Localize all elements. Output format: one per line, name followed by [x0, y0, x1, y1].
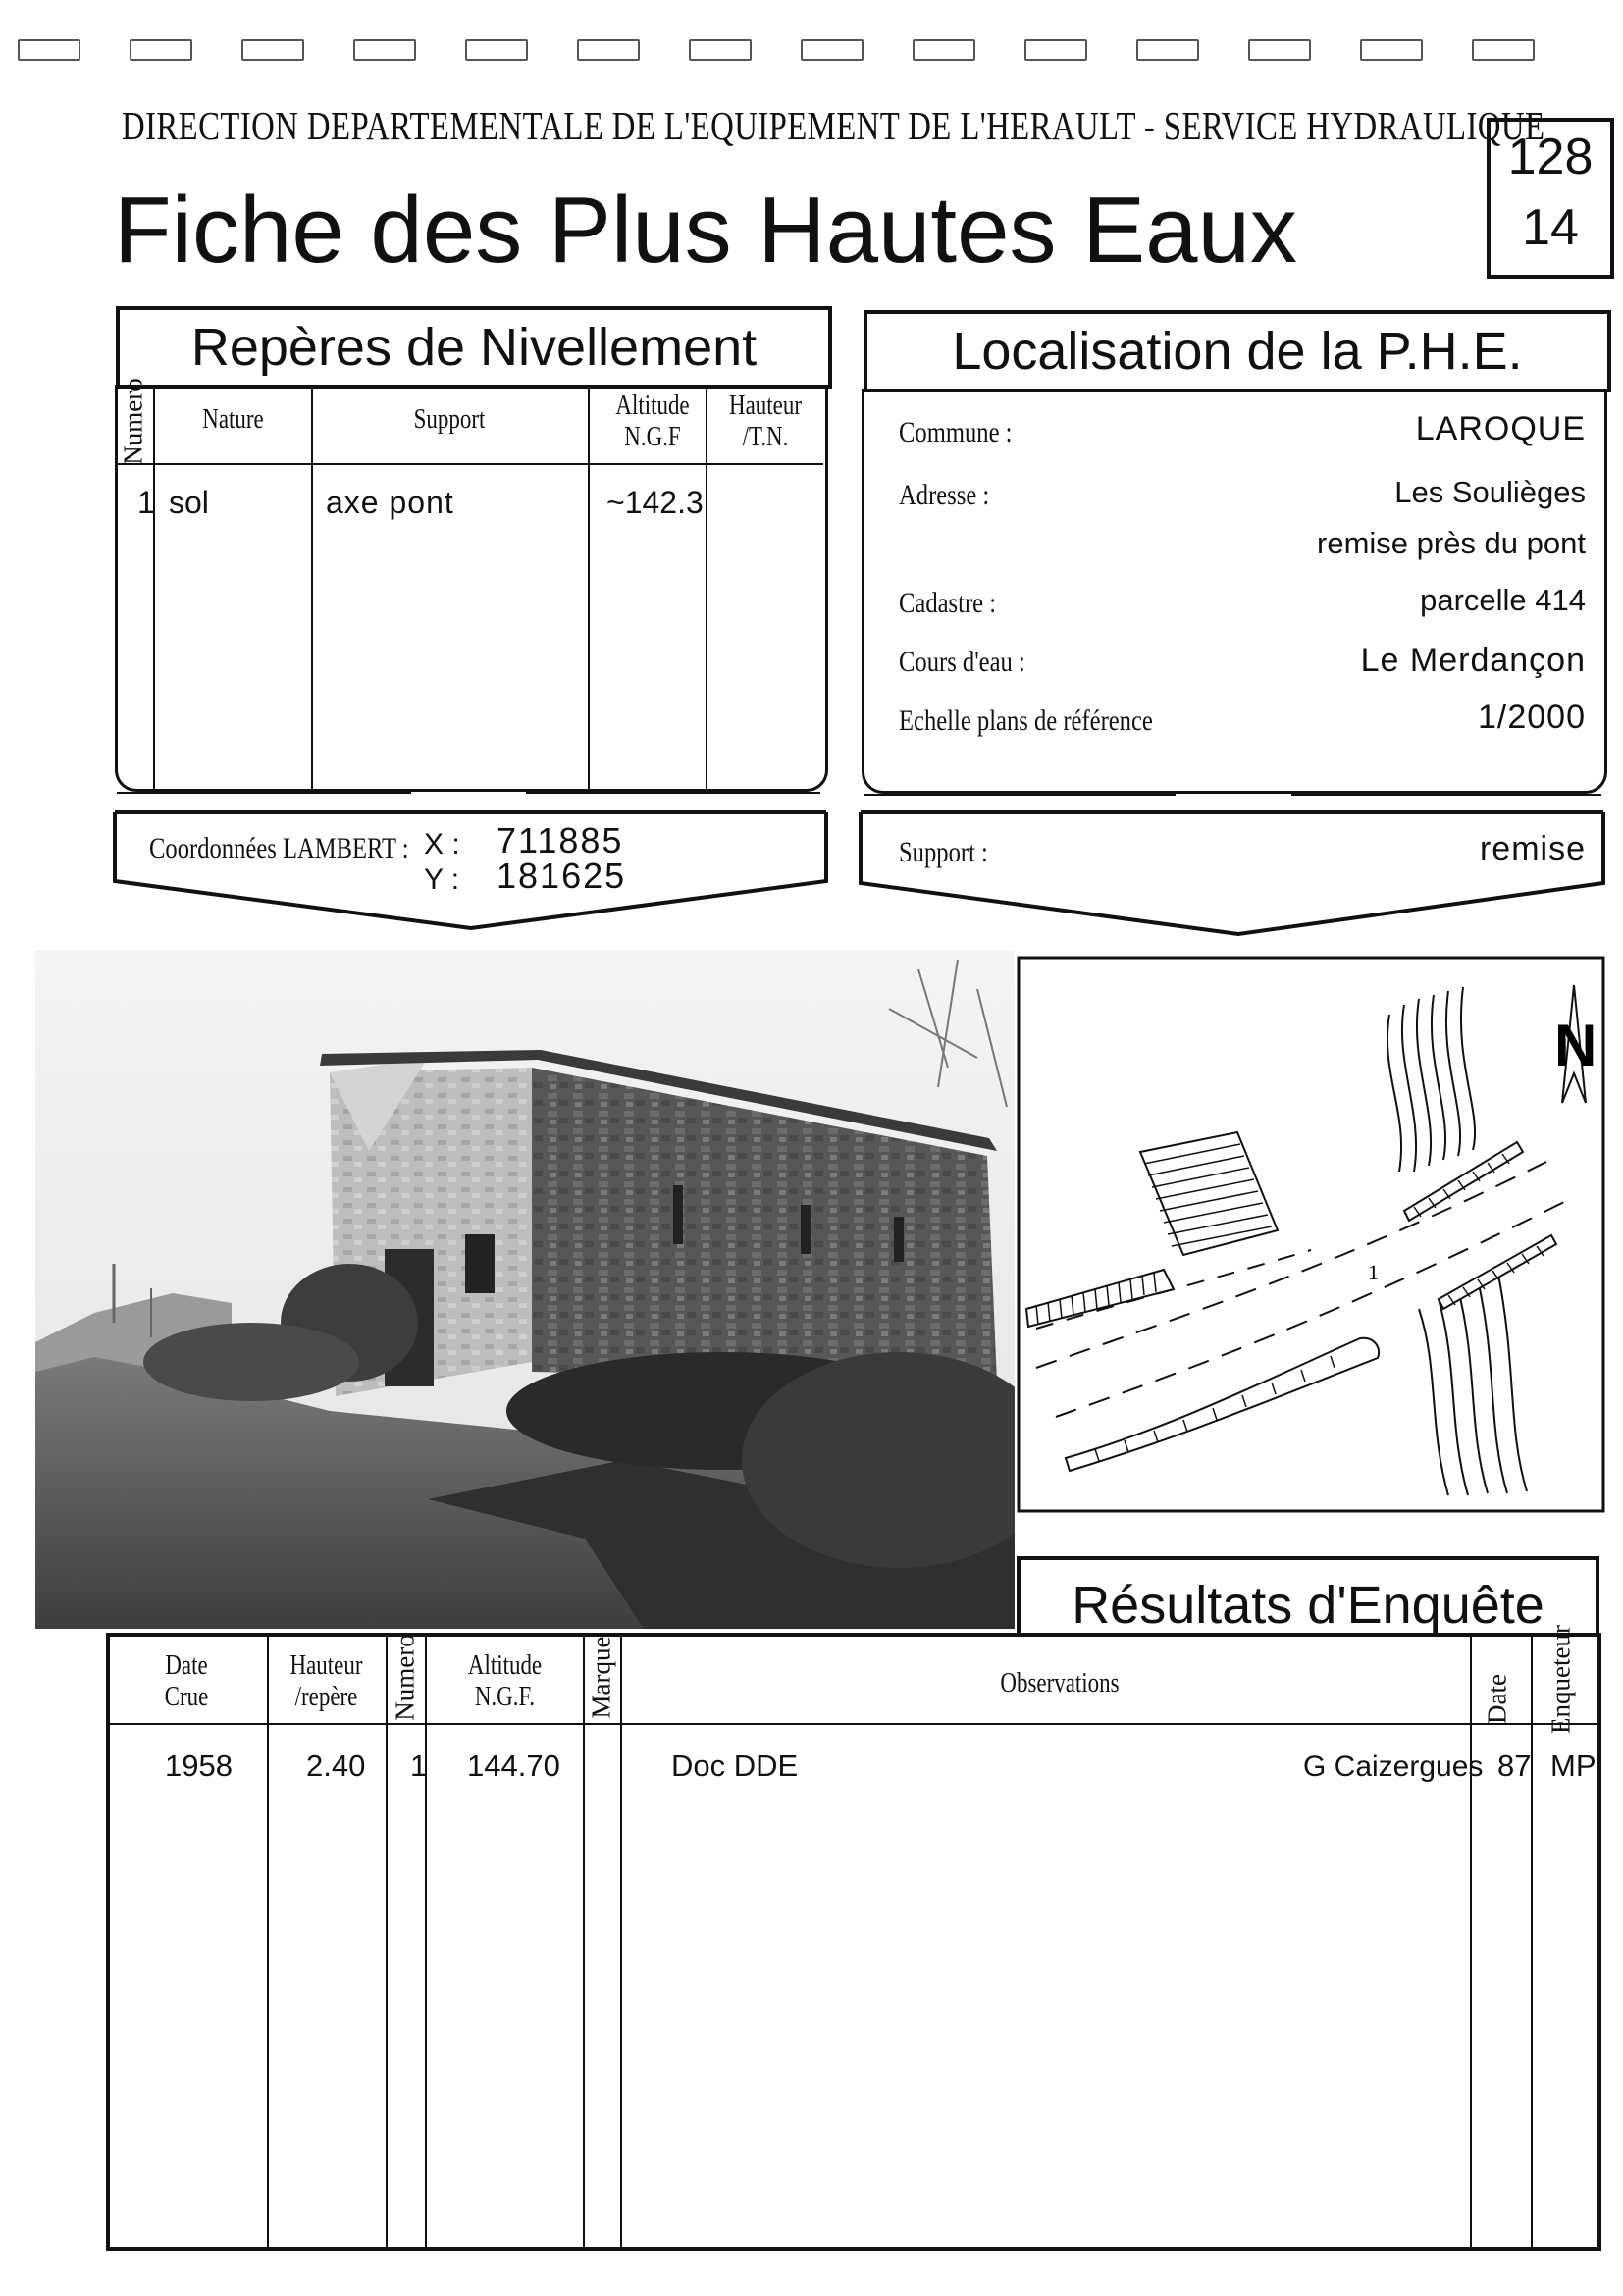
res-row-date-crue: 1958	[165, 1748, 233, 1783]
support-label: Support :	[899, 836, 988, 868]
col-hauteur-repere: Hauteur /repère	[289, 1650, 363, 1712]
adresse-label: Adresse :	[899, 479, 990, 511]
resultats-title: Résultats d'Enquête	[1017, 1556, 1599, 1637]
col-support: Support	[413, 404, 486, 435]
res-row-altitude: 144.70	[467, 1748, 560, 1783]
res-row-date: 87	[1497, 1748, 1532, 1783]
support-value: remise	[1479, 830, 1586, 867]
x-label: X :	[424, 828, 460, 861]
col-altitude-ngf: Altitude N.G.F.	[467, 1650, 543, 1712]
col-observations: Observations	[1000, 1668, 1120, 1698]
res-row-hauteur: 2.40	[306, 1748, 366, 1783]
res-row-enqueteur: MP	[1550, 1748, 1597, 1783]
col-numero: Numero	[118, 378, 148, 465]
direction-header: DIRECTION DEPARTEMENTALE DE L'EQUIPEMENT DE L'HERAULT - SERVICE HYDRAULIQUE	[122, 103, 1545, 148]
col-date-crue: Date Crue	[164, 1650, 209, 1712]
echelle-label: Echelle plans de référence	[899, 704, 1153, 737]
plan-marker: 1	[1368, 1260, 1379, 1284]
reperes-row-nature: sol	[169, 485, 209, 520]
commune-value: LAROQUE	[1415, 410, 1586, 447]
localisation-title: Localisation de la P.H.E.	[864, 310, 1611, 392]
support-box	[856, 805, 1611, 942]
commune-label: Commune :	[899, 416, 1013, 448]
code-bottom: 14	[1522, 199, 1579, 256]
adresse-line1: Les Soulièges	[1394, 475, 1586, 509]
y-value: 181625	[497, 856, 627, 896]
lambert-label: Coordonnées LAMBERT :	[149, 832, 409, 864]
code-top: 128	[1507, 129, 1594, 185]
resultats-table	[106, 1633, 1601, 2251]
cadastre-value: parcelle 414	[1420, 583, 1586, 617]
col-res-numero: Numero	[390, 1634, 420, 1721]
sheet-code	[1487, 118, 1614, 279]
echelle-value: 1/2000	[1478, 699, 1586, 736]
north-arrow-label: N	[1554, 1013, 1597, 1078]
res-row-source: G Caizergues	[1303, 1750, 1484, 1783]
col-hauteur: Hauteur /T.N.	[729, 391, 802, 452]
cours-value: Le Merdançon	[1360, 642, 1586, 679]
reperes-title: Repères de Nivellement	[116, 306, 832, 389]
site-photograph	[35, 950, 1015, 1629]
res-row-numero: 1	[410, 1748, 428, 1783]
col-marque: Marque	[586, 1636, 616, 1719]
reperes-row-support: axe pont	[326, 485, 454, 520]
x-value: 711885	[497, 820, 624, 861]
col-altitude: Altitude N.G.F	[615, 391, 690, 452]
y-label: Y :	[424, 863, 460, 896]
cadastre-label: Cadastre :	[899, 587, 997, 619]
site-plan	[1017, 956, 1605, 1513]
cours-label: Cours d'eau :	[899, 646, 1025, 678]
lambert-box	[110, 805, 832, 934]
adresse-line2: remise près du pont	[1317, 526, 1586, 560]
col-date: Date	[1482, 1674, 1512, 1724]
reperes-row-numero: 1	[137, 485, 155, 520]
col-nature: Nature	[202, 404, 264, 435]
page-title: Fiche des Plus Hautes Eaux	[114, 178, 1297, 283]
col-enqueteur: Enqueteur	[1545, 1625, 1576, 1734]
reperes-row-altitude: ~142.3	[606, 485, 704, 520]
res-row-observations: Doc DDE	[671, 1748, 799, 1783]
